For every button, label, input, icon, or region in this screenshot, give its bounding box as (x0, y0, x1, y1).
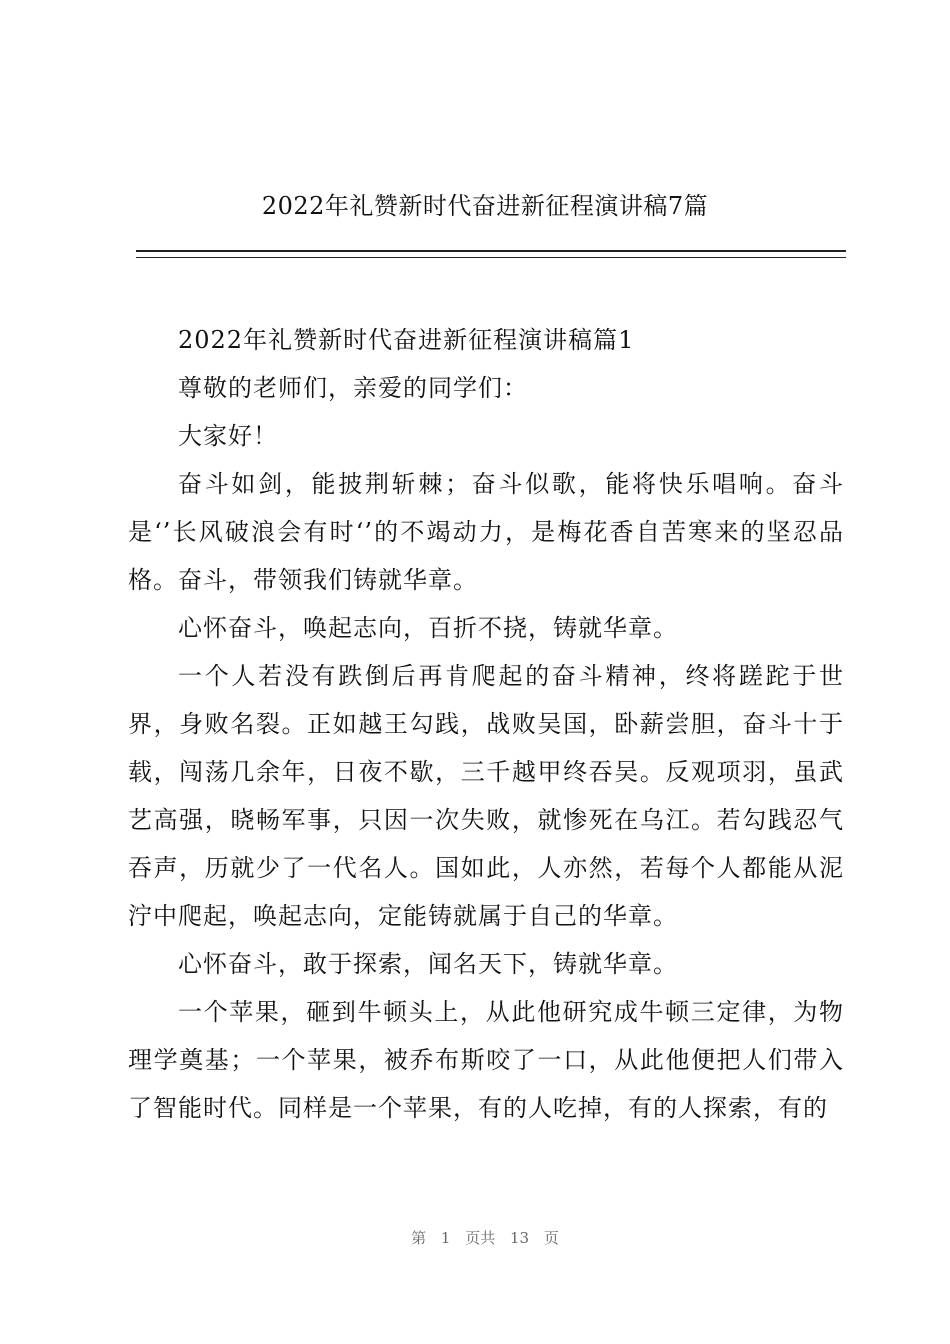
document-body (128, 316, 844, 1132)
body-paragraph: 奋斗如剑，能披荆斩棘；奋斗似歌，能将快乐唱响。奋斗是‘’长风破浪会有时‘’的不竭动力，是梅花香自苦寒来的坚忍品格。奋斗，带领我们铸就华章。 (128, 470, 844, 594)
document-title: 2022年礼赞新时代奋进新征程演讲稿7篇 (261, 192, 709, 220)
title-divider (136, 250, 846, 258)
greeting: 大家好！ (178, 422, 278, 450)
body-paragraph: 一个人若没有跌倒后再肯爬起的奋斗精神，终将蹉跎于世界，身败名裂。正如越王勾践，战败吴国，卧薪尝胆，奋斗十于载，闯荡几余年，日夜不歇，三千越甲终吞吴。反观项羽，虽武艺高强，晓畅军事，只因一次失败，就惨死在乌江。若勾践忍气吞声，历就少了一代名人。国如此，人亦然，若每个人都能从泥泞中爬起，唤起志向，定能铸就属于自己的华章。 (128, 662, 844, 930)
body-paragraph: 一个苹果，砸到牛顿头上，从此他研究成牛顿三定律，为物理学奠基；一个苹果，被乔布斯咬了一口，从此他便把人们带入了智能时代。同样是一个苹果，有的人吃掉，有的人探索，有的 (128, 998, 844, 1122)
body-paragraph: 心怀奋斗，唤起志向，百折不挠，铸就华章。 (178, 614, 678, 642)
section-heading: 2022年礼赞新时代奋进新征程演讲稿篇1 (178, 326, 635, 354)
page-footer: 第 1 页共 13 页 (411, 1229, 559, 1247)
salutation: 尊敬的老师们，亲爱的同学们： (178, 374, 528, 402)
body-paragraph: 心怀奋斗，敢于探索，闻名天下，铸就华章。 (178, 950, 678, 978)
